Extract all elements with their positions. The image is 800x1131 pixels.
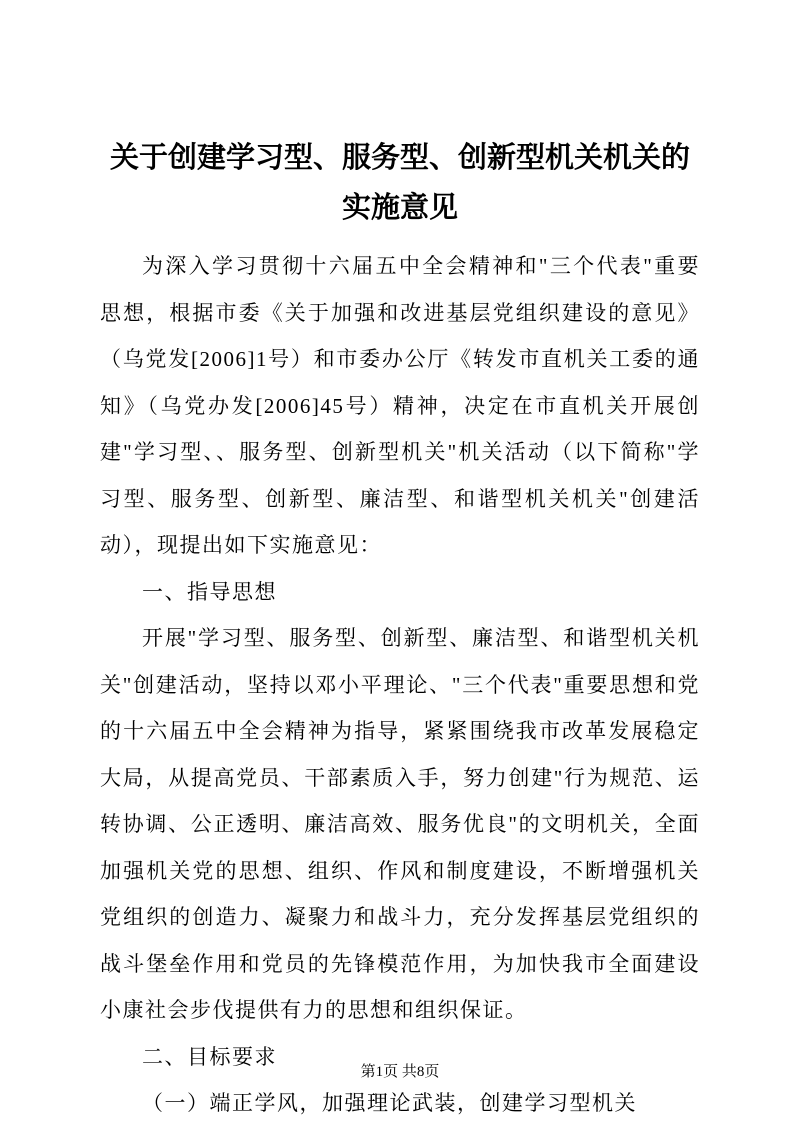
document-title: 关于创建学习型、服务型、创新型机关机关的实施意见 [109,142,690,224]
paragraph-intro: 为深入学习贯彻十六届五中全会精神和"三个代表"重要思想，根据市委《关于加强和改进基层党组织建设的意见》（乌党发[2006]1号）和市委办公厅《转发市直机关工委的通知》（乌党办发[2006]45号）精神，决定在市直机关开展创建"学习型、、服务型、创新型机关"机关活动（以下简称"学习型、服务型、创新型、廉洁型、和谐型机关机关"创建活动），现提出如下实施意见： [100,254,700,557]
section-heading-2: 二、目标要求 [142,1044,277,1069]
section-heading-1: 一、指导思想 [142,579,277,604]
page-number-footer: 第1页 共8页 [360,1064,440,1080]
subsection-heading-2-1: （一）端正学风，加强理论武装，创建学习型机关 [142,1091,637,1115]
paragraph-guiding-ideology: 开展"学习型、服务型、创新型、廉洁型、和谐型机关机关"创建活动，坚持以邓小平理论、"三个代表"重要思想和党的十六届五中全会精神为指导，紧紧围绕我市改革发展稳定大局，从提高党员、干部素质入手，努力创建"行为规范、运转协调、公正透明、廉洁高效、服务优良"的文明机关，全面加强机关党的思想、组织、作风和制度建设，不断增强机关党组织的创造力、凝聚力和战斗力，充分发挥基层党组织的战斗堡垒作用和党员的先锋模范作用，为加快我市全面建设小康社会步伐提供有力的思想和组织保证。 [100,626,700,1022]
